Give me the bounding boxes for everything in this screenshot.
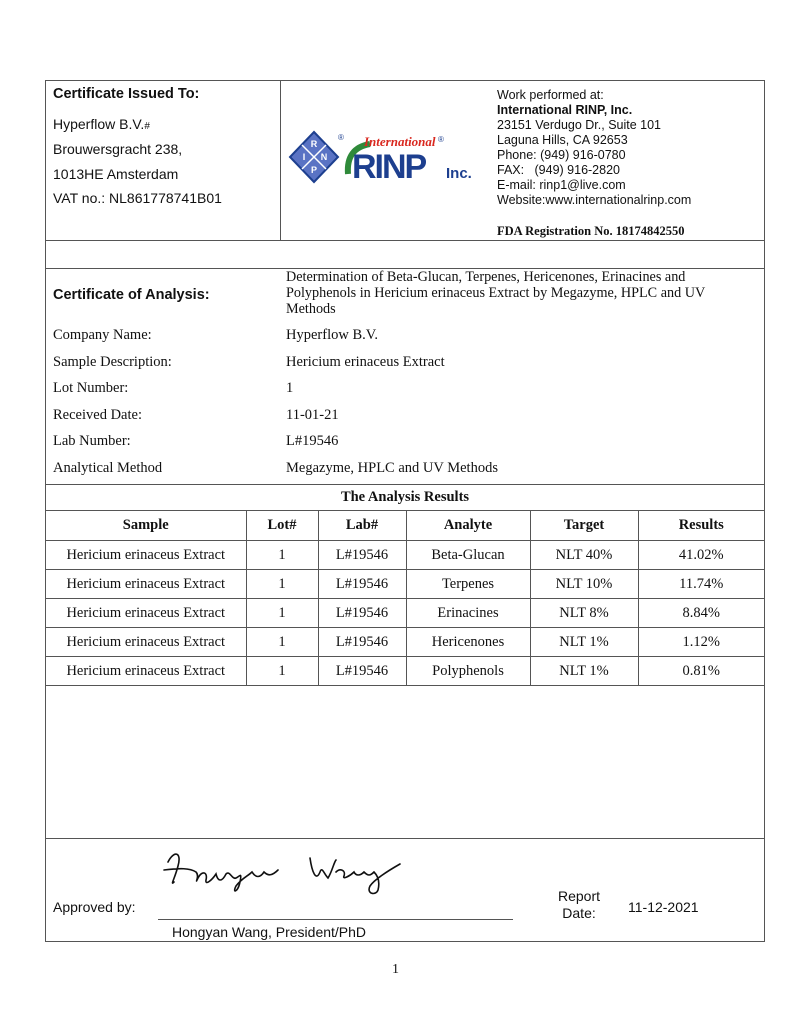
logo-main-word: RINP xyxy=(352,148,426,186)
recipient-company-mark: # xyxy=(144,121,150,132)
lab-email: E-mail: rinp1@live.com xyxy=(497,178,626,192)
analysis-field-row xyxy=(53,460,753,487)
cell-target: NLT 1% xyxy=(530,628,638,657)
lab-website: Website:www.internationalrinp.com xyxy=(497,193,692,207)
table-row xyxy=(46,628,764,657)
cell-analyte: Beta-Glucan xyxy=(406,541,530,570)
logo-top-word: International xyxy=(364,134,436,149)
cell-lot: 1 xyxy=(246,599,318,628)
rinp-logo xyxy=(286,128,486,190)
analysis-field-value: L#19546 xyxy=(286,433,339,450)
cell-result: 8.84% xyxy=(638,599,764,628)
analysis-heading: Certificate of Analysis: xyxy=(53,287,210,303)
table-row xyxy=(46,570,764,599)
divider-approval xyxy=(45,838,765,839)
lab-fax: FAX: (949) 916-2820 xyxy=(497,163,620,177)
analysis-field-row xyxy=(53,407,753,434)
column-header-analyte: Analyte xyxy=(406,511,530,541)
cell-lab: L#19546 xyxy=(318,628,406,657)
lab-name: International RINP, Inc. xyxy=(497,103,633,117)
report-date-label-line-2: Date: xyxy=(562,905,596,921)
logo-diamond-letter: P xyxy=(310,165,318,175)
cell-target: NLT 1% xyxy=(530,657,638,686)
results-title: The Analysis Results xyxy=(340,489,470,505)
recipient-company xyxy=(53,116,150,132)
analysis-field-label: Sample Description: xyxy=(53,353,172,370)
cell-sample: Hericium erinaceus Extract xyxy=(46,628,246,657)
cell-analyte: Terpenes xyxy=(406,570,530,599)
column-header-lab: Lab# xyxy=(318,511,406,541)
fda-registration: FDA Registration No. 18174842550 xyxy=(497,224,685,238)
recipient-street: Brouwersgracht 238, xyxy=(53,141,183,157)
cell-lab: L#19546 xyxy=(318,599,406,628)
lab-address-line-1: 23151 Verdugo Dr., Suite 101 xyxy=(497,118,662,132)
cell-result: 0.81% xyxy=(638,657,764,686)
report-date-label-line-1: Report xyxy=(558,888,601,904)
table-row xyxy=(46,541,764,570)
cell-lot: 1 xyxy=(246,657,318,686)
cell-analyte: Polyphenols xyxy=(406,657,530,686)
analysis-field-label: Lab Number: xyxy=(53,433,131,450)
column-header-results: Results xyxy=(638,511,764,541)
cell-sample: Hericium erinaceus Extract xyxy=(46,541,246,570)
analysis-field-row xyxy=(53,380,753,407)
cell-lab: L#19546 xyxy=(318,570,406,599)
logo-registered-mark: ® xyxy=(438,135,444,144)
signature-stroke xyxy=(310,858,400,893)
report-date-label xyxy=(558,888,600,922)
cell-lab: L#19546 xyxy=(318,541,406,570)
cell-lot: 1 xyxy=(246,570,318,599)
signature-stroke xyxy=(164,854,278,891)
analysis-field-value: 11-01-21 xyxy=(286,406,339,423)
cell-sample: Hericium erinaceus Extract xyxy=(46,599,246,628)
rinp-logo-graphic xyxy=(286,128,486,190)
recipient-vat: VAT no.: NL861778741B01 xyxy=(53,190,222,206)
cell-analyte: Erinacines xyxy=(406,599,530,628)
column-header-lot: Lot# xyxy=(246,511,318,541)
recipient-company-name: Hyperflow B.V. xyxy=(53,116,145,132)
table-row xyxy=(46,657,764,686)
certificate-to-heading: Certificate Issued To: xyxy=(53,86,200,102)
cell-result: 1.12% xyxy=(638,628,764,657)
analysis-field-value: 1 xyxy=(286,380,294,397)
cell-target: NLT 40% xyxy=(530,541,638,570)
analysis-field-row xyxy=(53,327,753,354)
logo-diamond-letter: N xyxy=(320,152,328,162)
signer-name: Hongyan Wang, President/PhD xyxy=(172,924,367,940)
cell-lot: 1 xyxy=(246,628,318,657)
analysis-field-label: Company Name: xyxy=(53,327,152,343)
signature-line xyxy=(158,919,513,920)
cell-target: NLT 8% xyxy=(530,599,638,628)
cell-result: 41.02% xyxy=(638,541,764,570)
lab-address-line-2: Laguna Hills, CA 92653 xyxy=(497,133,628,147)
page-number: 1 xyxy=(392,962,399,977)
signature xyxy=(160,842,420,898)
analysis-field-label: Lot Number: xyxy=(53,380,129,397)
column-header-sample: Sample xyxy=(46,511,246,541)
cell-result: 11.74% xyxy=(638,570,764,599)
results-header-row xyxy=(46,511,764,541)
divider-column xyxy=(280,80,281,240)
lab-intro: Work performed at: xyxy=(497,88,604,102)
divider-header xyxy=(45,240,765,241)
recipient-city: 1013HE Amsterdam xyxy=(53,166,179,182)
cell-lab: L#19546 xyxy=(318,657,406,686)
analysis-field-row xyxy=(53,354,753,381)
analysis-field-label: Analytical Method xyxy=(53,459,163,476)
lab-info xyxy=(497,88,691,208)
column-header-target: Target xyxy=(530,511,638,541)
lab-phone: Phone: (949) 916-0780 xyxy=(497,148,626,162)
logo-diamond-letter: R xyxy=(310,139,318,149)
analysis-field-value: Megazyme, HPLC and UV Methods xyxy=(286,459,498,476)
analysis-field-value: Hericium erinaceus Extract xyxy=(286,353,445,370)
signature-graphic xyxy=(160,842,420,898)
logo-diamond-letter: I xyxy=(302,152,306,162)
cell-sample: Hericium erinaceus Extract xyxy=(46,657,246,686)
analysis-field-value: Hyperflow B.V. xyxy=(286,327,378,343)
analysis-field-row xyxy=(53,433,753,460)
cell-target: NLT 10% xyxy=(530,570,638,599)
cell-lot: 1 xyxy=(246,541,318,570)
logo-suffix: Inc. xyxy=(446,165,472,182)
report-date-value: 11-12-2021 xyxy=(628,899,699,915)
approved-by-label: Approved by: xyxy=(53,899,136,915)
logo-registered-mark: ® xyxy=(338,133,344,142)
analysis-field-label: Received Date: xyxy=(53,406,142,423)
analysis-fields xyxy=(53,327,753,487)
cell-sample: Hericium erinaceus Extract xyxy=(46,570,246,599)
cell-analyte: Hericenones xyxy=(406,628,530,657)
analysis-description: Determination of Beta-Glucan, Terpenes, Hericenones, Erinacines and Polyphenols in Hericium erinaceus Extract by Megazyme, HPLC and UV Methods xyxy=(286,269,705,317)
results-table xyxy=(46,510,764,686)
table-row xyxy=(46,599,764,628)
